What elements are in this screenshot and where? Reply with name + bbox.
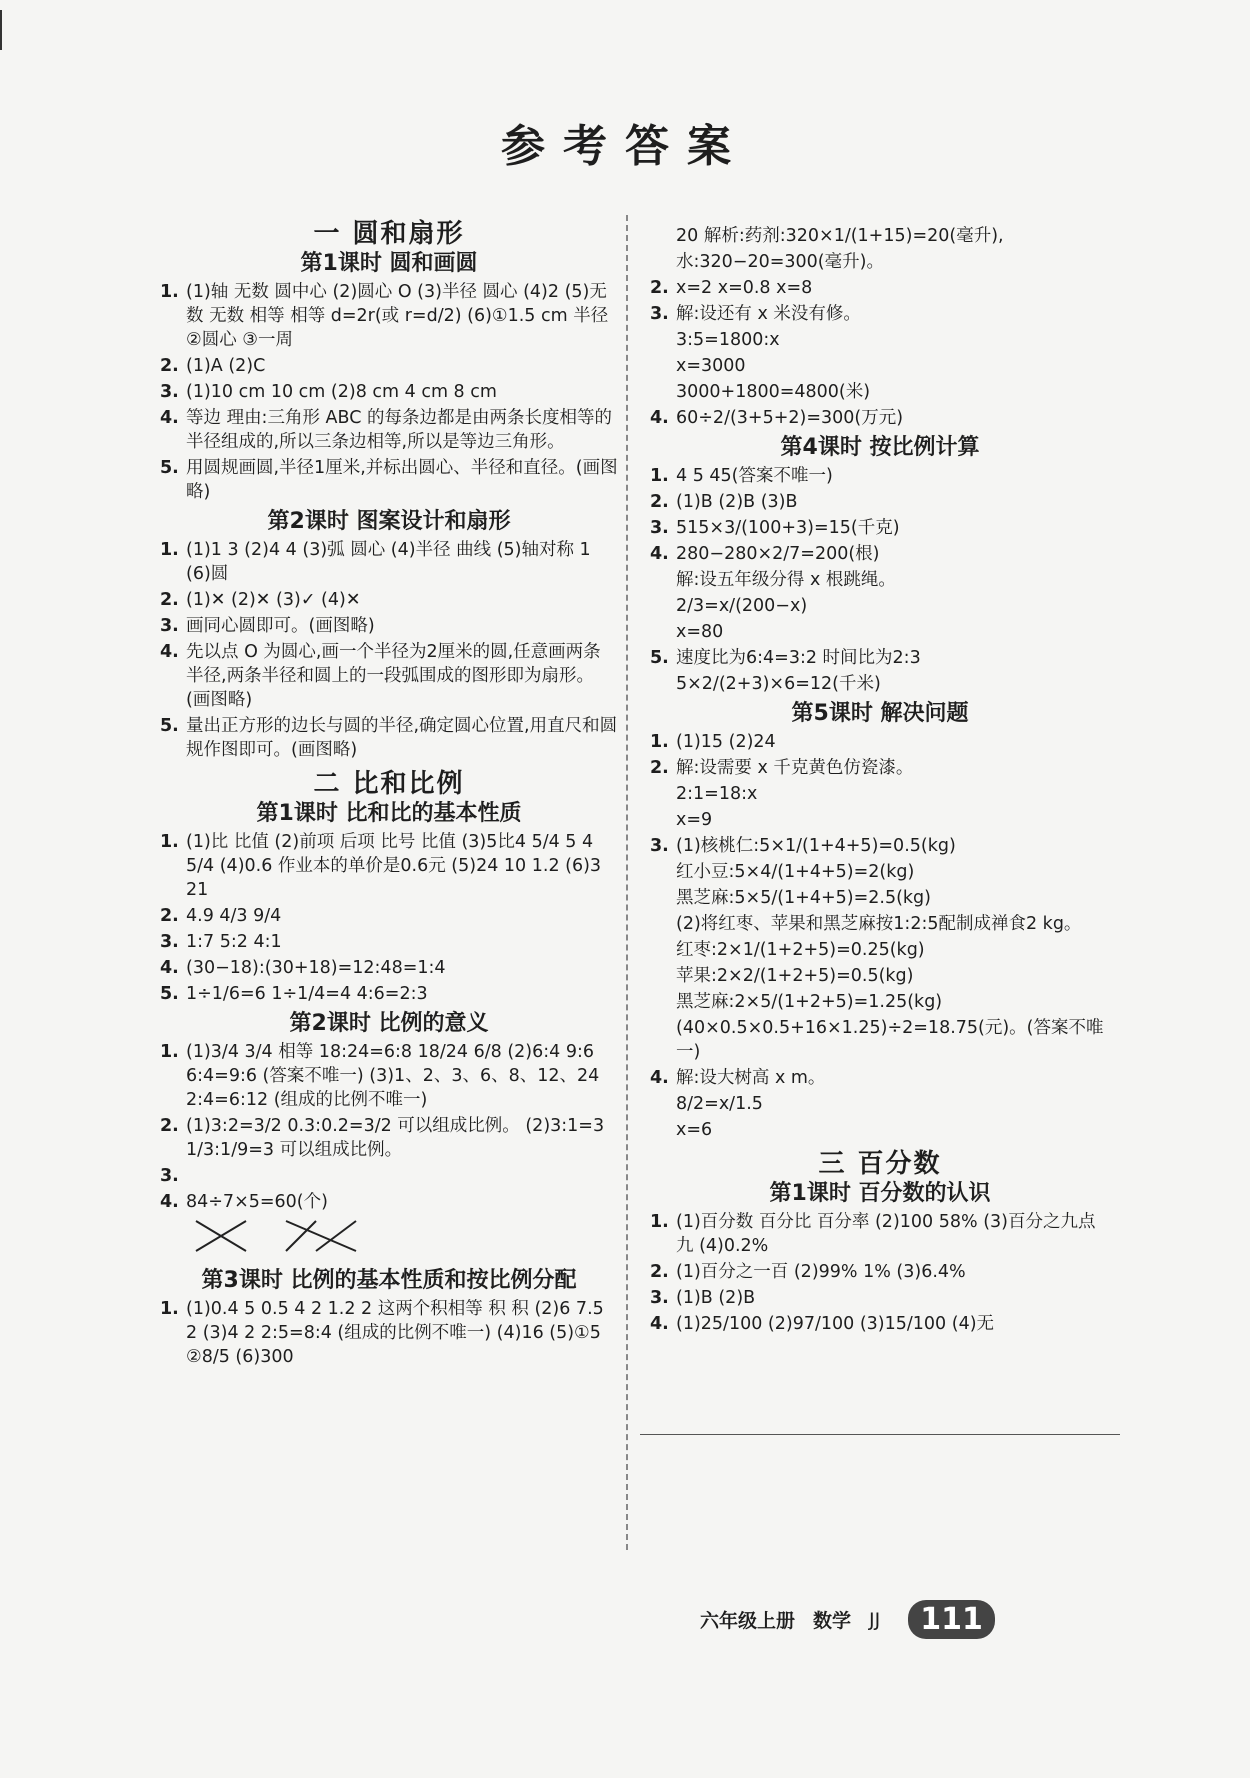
item-number: 4. [650,1314,669,1334]
item-text: 解:设需要 x 千克黄色仿瓷漆。 [676,758,914,778]
item-number: 3. [160,616,179,636]
item-number [650,964,676,988]
item-text: 画同心圆即可。(画图略) [186,616,375,636]
answer-item [160,614,618,638]
item-number [650,782,676,806]
answer-item [160,956,618,980]
item-number: 2. [160,356,179,376]
continued-lines [650,224,1110,274]
left-column [160,212,618,1371]
item-text: 1÷1/6=6 1÷1/4=4 4:6=2:3 [186,984,428,1004]
item-text: 量出正方形的边长与圆的半径,确定圆心位置,用直尺和圆规作图即可。(画图略) [186,716,618,760]
item-text: 2/3=x/(200−x) [676,596,808,616]
item-number: 3. [160,1166,179,1186]
item-number [650,1092,676,1116]
item-number: 3. [650,304,669,324]
item-text: (1)A (2)C [186,356,266,376]
subject-label: 数学 [813,1610,852,1632]
answer-item [650,672,1110,696]
lesson-title: 第5课时 解决问题 [791,701,969,726]
lesson-title: 第1课时 比和比的基本性质 [256,801,522,826]
item-text: 3:5=1800:x [676,330,780,350]
item-number [650,594,676,618]
column-divider [626,215,628,1550]
answer-item [650,354,1110,378]
answer-item [650,1312,1110,1336]
item-text: 用圆规画圆,半径1厘米,并标出圆心、半径和直径。(画图略) [186,458,618,502]
item-number: 3. [650,518,669,538]
item-number [650,620,676,644]
item-number: 1. [160,1042,179,1062]
item-text: 解:设还有 x 米没有修。 [676,304,861,324]
item-text: (30−18):(30+18)=12:48=1:4 [186,958,446,978]
answer-list [650,1210,1110,1336]
item-text: 先以点 O 为圆心,画一个半径为2厘米的圆,任意画两条半径,两条半径和圆上的一段弧围成的图形即为扇形。(画图略) [186,642,601,710]
item-number: 4. [650,408,669,428]
answer-item [650,912,1110,936]
answer-item [160,406,618,454]
item-number: 1. [160,282,179,302]
item-text: x=3000 [676,356,746,376]
item-text: (1)比 比值 (2)前项 后项 比号 比值 (3)5比4 5/4 5 4 5/4 (4)0.6 作业本的单价是0.6元 (5)24 10 1.2 (6)3 21 [186,832,607,900]
item-text: (40×0.5×0.5+16×1.25)÷2=18.75(元)。(答案不唯一) [676,1018,1104,1062]
item-number: 4. [160,1192,179,1212]
answer-item [160,714,618,762]
item-number [650,380,676,404]
item-number: 3. [160,932,179,952]
item-text: (1)百分数 百分比 百分率 (2)100 58% (3)百分之九点九 (4)0.2% [676,1212,1096,1256]
item-text: (1)3/4 3/4 相等 18:24=6:8 18/24 6/8 (2)6:4 9:6 6:4=9:6 (答案不唯一) (3)1、2、3、6、8、12、24 2:4=6:12 (组成的比例不唯一) [186,1042,605,1110]
answer-item [160,640,618,712]
item-number: 4. [160,642,179,662]
item-text: (1)百分之一百 (2)99% 1% (3)6.4% [676,1262,966,1282]
item-text: 黑芝麻:5×5/(1+4+5)=2.5(kg) [676,888,931,908]
answer-item [650,276,1110,300]
item-number [650,912,676,936]
unit-title-2: 二 比和比例 [313,769,465,799]
item-text: 解:设大树高 x m。 [676,1068,826,1088]
answer-item [650,834,1110,858]
item-text: 280−280×2/7=200(根) [676,544,880,564]
answer-item [160,904,618,928]
item-text: (1)B (2)B (3)B [676,492,798,512]
item-number: 3. [650,1288,669,1308]
answer-item [160,1297,618,1369]
answer-item [650,406,1110,430]
item-text: 红小豆:5×4/(1+4+5)=2(kg) [676,862,915,882]
answer-item [650,1210,1110,1258]
answer-item [160,538,618,586]
answer-item [160,588,618,612]
answer-item [650,886,1110,910]
item-number [650,1118,676,1142]
answer-item [650,302,1110,326]
item-text: (1)1 3 (2)4 4 (3)弧 圆心 (4)半径 曲线 (5)轴对称 1 (6)圆 [186,540,597,584]
item-number: 2. [160,906,179,926]
answer-item [650,646,1110,670]
answer-item [160,354,618,378]
item-number: 1. [160,832,179,852]
item-number: 1. [650,1212,669,1232]
answer-item [650,782,1110,806]
answer-item [160,982,618,1006]
answer-list [160,280,618,504]
item-number [650,1016,676,1064]
item-number: 4. [160,958,179,978]
item-number: 2. [650,278,669,298]
item-text: 4 5 45(答案不唯一) [676,466,833,486]
scan-edge-mark [0,10,2,50]
page-footer [700,1600,995,1639]
answer-item [160,930,618,954]
item-number [650,354,676,378]
unit-title-3: 三 百分数 [818,1149,942,1179]
answer-item [650,620,1110,644]
answer-list [160,1297,618,1369]
answer-item [160,830,618,902]
answer-item [650,490,1110,514]
answer-item [650,594,1110,618]
answer-item [650,990,1110,1014]
answer-item [650,542,1110,566]
answer-item [650,860,1110,884]
answer-item [650,568,1110,592]
item-number: 2. [650,758,669,778]
item-text: 速度比为6:4=3:2 时间比为2:3 [676,648,921,668]
answer-item [650,964,1110,988]
item-text: (1)0.4 5 0.5 4 2 1.2 2 这两个积相等 积 积 (2)6 7.5 2 (3)4 2 2:5=8:4 (组成的比例不唯一) (4)16 (5)①5 ②8/5 (6)300 [186,1299,610,1367]
item-text: 5×2/(2+3)×6=12(千米) [676,674,881,694]
answer-item [160,1164,618,1188]
matching-lines-figure [186,1216,386,1256]
answer-list [160,538,618,762]
item-number: 5. [650,648,669,668]
item-number: 2. [160,1116,179,1136]
item-number: 3. [160,382,179,402]
lesson-title: 第1课时 百分数的认识 [769,1181,991,1206]
item-text: (2)将红枣、苹果和黑芝麻按1:2:5配制成禅食2 kg。 [676,914,1082,934]
edition-label: JJ [869,1608,881,1631]
item-number [650,808,676,832]
lesson-title: 第3课时 比例的基本性质和按比例分配 [201,1268,577,1293]
item-text: 84÷7×5=60(个) [186,1192,328,1212]
item-number [650,860,676,884]
item-text: (1)3:2=3/2 0.3:0.2=3/2 可以组成比例。 (2)3:1=3 1/3:1/9=3 可以组成比例。 [186,1116,610,1160]
item-text: 3000+1800=4800(米) [676,382,871,402]
answer-item [160,280,618,352]
answer-item [650,1016,1110,1064]
item-number [650,328,676,352]
item-text: 8/2=x/1.5 [676,1094,763,1114]
answer-list [160,1040,618,1214]
answer-item [160,380,618,404]
continued-line: 水:320−20=300(毫升)。 [676,252,884,272]
item-text: x=9 [676,810,713,830]
right-column [650,222,1110,1338]
item-text: (1)B (2)B [676,1288,756,1308]
item-text: (1)✕ (2)✕ (3)✓ (4)✕ [186,590,361,610]
item-number [650,568,676,592]
item-text: (1)10 cm 10 cm (2)8 cm 4 cm 8 cm [186,382,497,402]
page-number: 111 [908,1600,995,1639]
answer-item [650,380,1110,404]
item-text: 解:设五年级分得 x 根跳绳。 [676,570,896,590]
answer-item [650,328,1110,352]
answer-item [650,516,1110,540]
item-text: 515×3/(100+3)=15(千克) [676,518,900,538]
item-number [650,990,676,1014]
item-text: (1)核桃仁:5×1/(1+4+5)=0.5(kg) [676,836,956,856]
item-text: 2:1=18:x [676,784,758,804]
item-text: x=6 [676,1120,713,1140]
answer-list [650,276,1110,430]
unit-title-1: 一 圆和扇形 [313,219,465,249]
answer-item [650,1118,1110,1142]
item-number: 2. [650,492,669,512]
item-number: 4. [650,544,669,564]
item-text: 苹果:2×2/(1+2+5)=0.5(kg) [676,966,914,986]
item-number [650,672,676,696]
item-number: 1. [160,1299,179,1319]
answer-list [650,730,1110,1142]
page-title: 参考答案 [501,121,749,172]
item-number: 4. [650,1068,669,1088]
lesson-title: 第4课时 按比例计算 [780,435,980,460]
item-number: 1. [650,732,669,752]
item-text: 红枣:2×1/(1+2+5)=0.25(kg) [676,940,925,960]
answer-item [160,456,618,504]
item-text: (1)15 (2)24 [676,732,776,752]
item-text: (1)轴 无数 圆中心 (2)圆心 O (3)半径 圆心 (4)2 (5)无数 无数 相等 相等 d=2r(或 r=d/2) (6)①1.5 cm 半径 ②圆心 ③一周 [186,282,614,350]
answer-item [650,756,1110,780]
lesson-title: 第1课时 圆和画圆 [300,251,478,276]
item-text: x=80 [676,622,724,642]
answer-item [650,808,1110,832]
lesson-title: 第2课时 图案设计和扇形 [267,509,511,534]
item-number: 2. [650,1262,669,1282]
item-number [650,886,676,910]
item-text: x=2 x=0.8 x=8 [676,278,813,298]
item-number: 5. [160,716,179,736]
item-number: 5. [160,984,179,1004]
answer-list [650,464,1110,696]
answer-item [650,1066,1110,1090]
answer-item [160,1040,618,1112]
answer-item [650,464,1110,488]
lesson-title: 第2课时 比例的意义 [289,1011,489,1036]
answer-item [650,938,1110,962]
continued-line: 20 解析:药剂:320×1/(1+15)=20(毫升), [676,226,1004,246]
item-text: 黑芝麻:2×5/(1+2+5)=1.25(kg) [676,992,943,1012]
answer-list [160,830,618,1006]
item-number: 3. [650,836,669,856]
item-text: (1)25/100 (2)97/100 (3)15/100 (4)无 [676,1314,995,1334]
answer-item [160,1114,618,1162]
answer-item [650,1286,1110,1310]
item-number: 1. [160,540,179,560]
item-text: 4.9 4/3 9/4 [186,906,282,926]
item-number: 1. [650,466,669,486]
item-text: 1:7 5:2 4:1 [186,932,282,952]
item-text: 60÷2/(3+5+2)=300(万元) [676,408,904,428]
underline-rule [640,1434,1120,1435]
item-number: 4. [160,408,179,428]
answer-item [650,730,1110,754]
item-text [186,1164,618,1188]
item-text: 等边 理由:三角形 ABC 的每条边都是由两条长度相等的半径组成的,所以三条边相等,所以是等边三角形。 [186,408,612,452]
item-number: 2. [160,590,179,610]
item-number [650,938,676,962]
grade-label: 六年级上册 [700,1610,796,1632]
item-number: 5. [160,458,179,478]
answer-item [650,1092,1110,1116]
answer-item [160,1190,618,1214]
answer-item [650,1260,1110,1284]
